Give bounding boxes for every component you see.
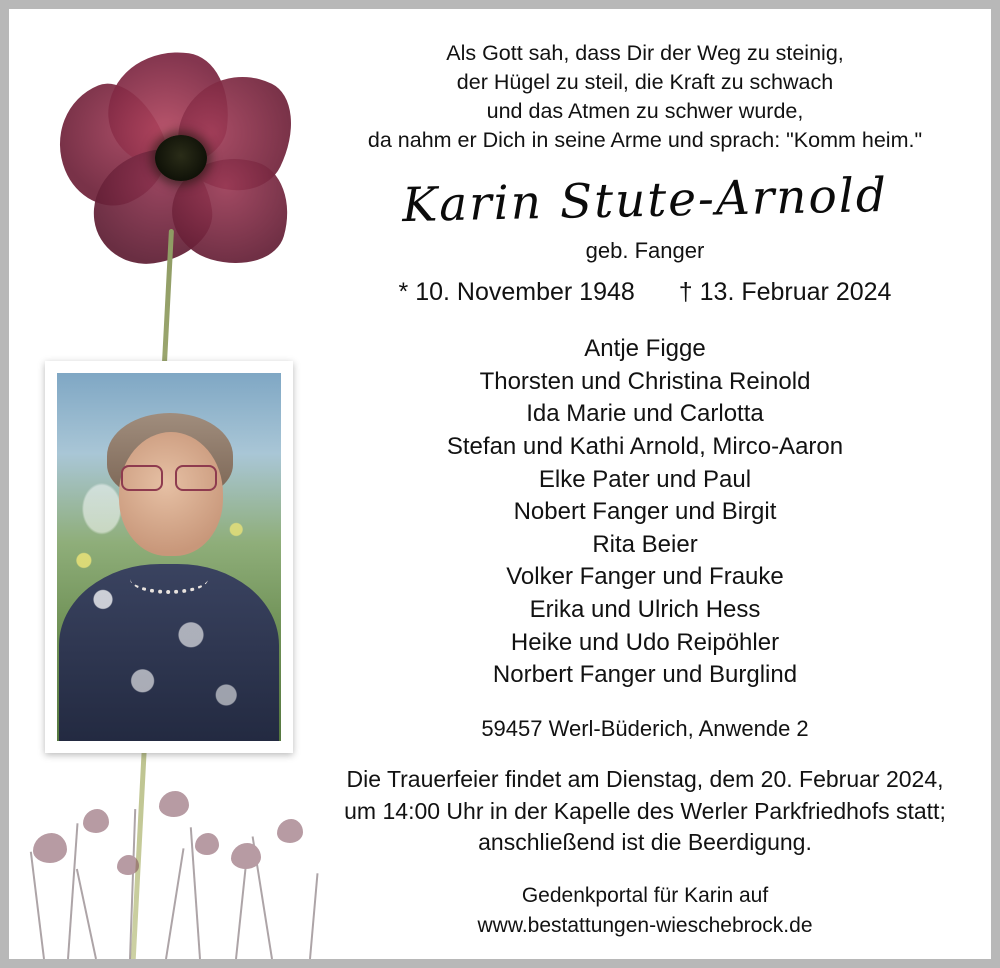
list-item: Heike und Udo Reipöhler — [510, 628, 780, 656]
portrait-glasses-icon — [121, 465, 217, 487]
portal-label: Gedenkportal für Karin auf — [521, 884, 769, 908]
poppy-flower-icon — [51, 39, 291, 269]
list-item: Rita Beier — [592, 530, 698, 558]
verse-line: da nahm er Dich in seine Arme und sprach: "Komm heim." — [367, 128, 923, 153]
list-item: Stefan und Kathi Arnold, Mirco-Aaron — [446, 432, 844, 460]
portal-url[interactable]: www.bestattungen-wieschebrock.de — [477, 913, 813, 937]
survivors-list — [309, 333, 981, 692]
verse-line: und das Atmen zu schwer wurde, — [486, 99, 804, 124]
birth-date: * 10. November 1948 — [398, 278, 635, 307]
portrait-photo — [57, 373, 281, 741]
deceased-name: Karin Stute-Arnold — [401, 167, 889, 234]
list-item: Antje Figge — [584, 335, 706, 363]
list-item: Elke Pater und Paul — [538, 465, 752, 493]
funeral-service-details — [309, 764, 981, 859]
service-line: anschließend ist die Beerdigung. — [478, 829, 812, 856]
list-item: Nobert Fanger und Birgit — [513, 498, 777, 526]
obituary-text — [309, 27, 981, 940]
decorative-left-column — [9, 9, 329, 959]
service-line: um 14:00 Uhr in der Kapelle des Werler Parkfriedhofs statt; — [344, 797, 946, 824]
maiden-name: geb. Fanger — [585, 238, 705, 264]
portrait-photo-frame — [45, 361, 293, 753]
memorial-portal — [309, 881, 981, 940]
address: 59457 Werl-Büderich, Anwende 2 — [481, 715, 809, 741]
list-item: Erika und Ulrich Hess — [529, 596, 761, 624]
memorial-verse — [309, 39, 981, 155]
poppy-center — [155, 135, 207, 181]
meadow-silhouette — [9, 779, 329, 959]
death-date: † 13. Februar 2024 — [678, 278, 892, 307]
list-item: Norbert Fanger und Burglind — [492, 661, 798, 689]
verse-line: der Hügel zu steil, die Kraft zu schwach — [456, 70, 834, 95]
service-line: Die Trauerfeier findet am Dienstag, dem 20. Februar 2024, — [346, 765, 944, 792]
life-dates — [309, 278, 981, 307]
list-item: Thorsten und Christina Reinold — [479, 367, 811, 395]
portrait-face — [119, 432, 223, 556]
verse-line: Als Gott sah, dass Dir der Weg zu steinig, — [446, 41, 844, 65]
list-item: Volker Fanger und Frauke — [506, 563, 784, 591]
list-item: Ida Marie und Carlotta — [526, 400, 764, 428]
